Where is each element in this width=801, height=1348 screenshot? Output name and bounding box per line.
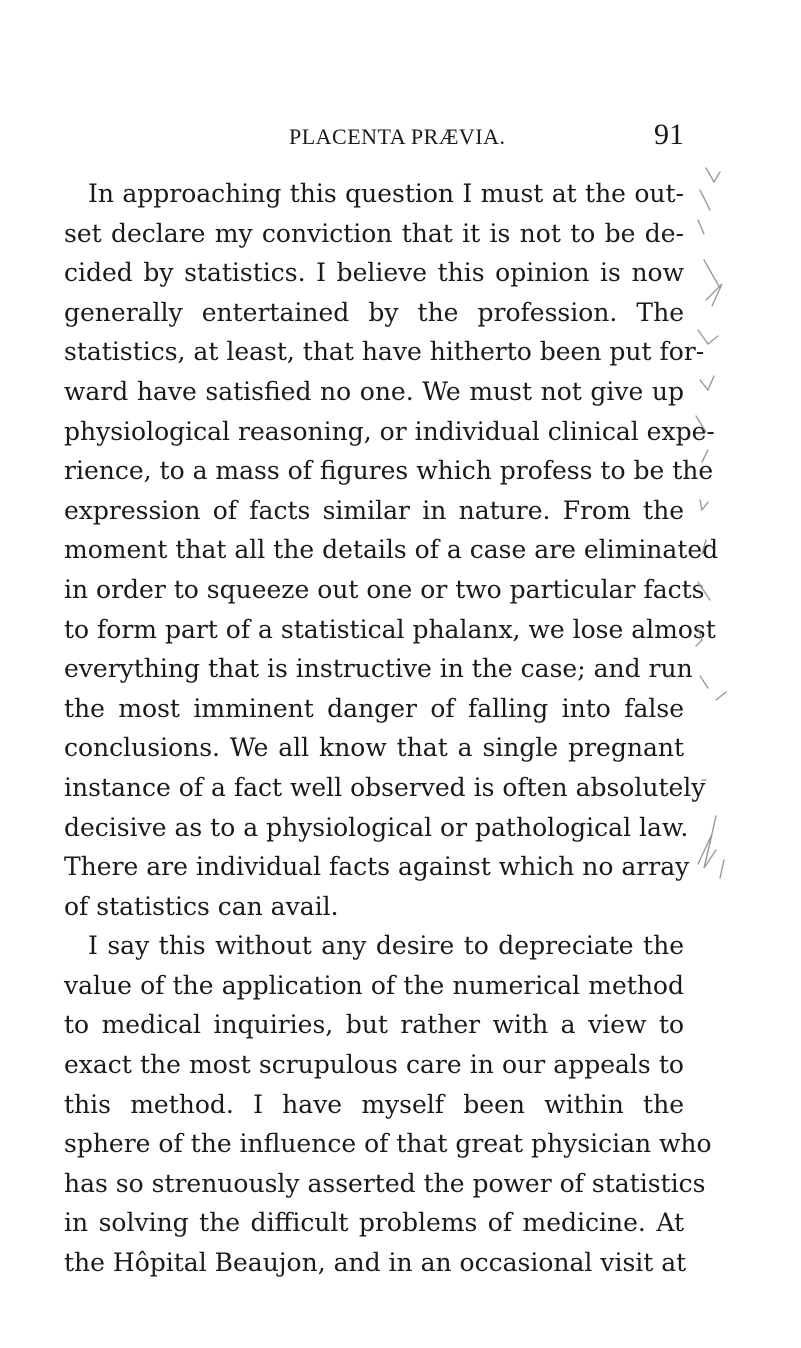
text-line: everything that is instructive in the case; and run: [64, 654, 693, 684]
text-line: conclusions. We all know that a single pregnant: [64, 733, 684, 763]
text-line: set declare my conviction that it is not to be de-: [64, 218, 684, 248]
text-line: in solving the difficult problems of medicine. At: [64, 1208, 684, 1238]
text-line: expression of facts similar in nature. From the: [64, 495, 684, 525]
body-text: [64, 174, 719, 1283]
pencil-scribble-icon: [686, 160, 766, 920]
text-line: instance of a fact well observed is often absolutely: [64, 772, 706, 802]
text-line: generally entertained by the profession. The: [64, 297, 684, 327]
text-line: statistics, at least, that have hitherto been put for-: [64, 337, 705, 367]
page-number: 91: [654, 118, 684, 151]
margin-pencil-marks: [686, 160, 766, 920]
running-head: [64, 118, 684, 158]
text-line: to medical inquiries, but rather with a view to: [64, 1010, 684, 1040]
text-line: I say this without any desire to depreciate the: [88, 931, 684, 961]
text-line: value of the application of the numerical method: [64, 970, 684, 1000]
text-line: exact the most scrupulous care in our appeals to: [64, 1050, 684, 1080]
text-line: rience, to a mass of figures which profess to be the: [64, 456, 714, 486]
text-line: in order to squeeze out one or two particular facts: [64, 574, 705, 604]
text-line: In approaching this question I must at the out-: [88, 179, 684, 208]
text-line: There are individual facts against which no array: [64, 852, 690, 882]
text-line: has so strenuously asserted the power of statistics: [64, 1168, 706, 1198]
text-line: to form part of a statistical phalanx, we lose almost: [64, 614, 716, 644]
text-line: the most imminent danger of falling into false: [64, 693, 684, 723]
text-line: cided by statistics. I believe this opinion is now: [64, 258, 684, 288]
text-line: physiological reasoning, or individual clinical expe-: [64, 416, 715, 446]
text-line: ward have satisfied no one. We must not give up: [64, 376, 684, 406]
text-line: the Hôpital Beaujon, and in an occasional visit at: [64, 1248, 687, 1278]
text-line: of statistics can avail.: [64, 891, 339, 921]
running-title: PLACENTA PRÆVIA.: [289, 124, 506, 149]
text-line: sphere of the influence of that great physician who: [64, 1129, 712, 1159]
text-line: moment that all the details of a case are eliminated: [64, 535, 719, 565]
text-line: this method. I have myself been within the: [64, 1089, 684, 1119]
text-line: decisive as to a physiological or pathological law.: [64, 812, 689, 842]
